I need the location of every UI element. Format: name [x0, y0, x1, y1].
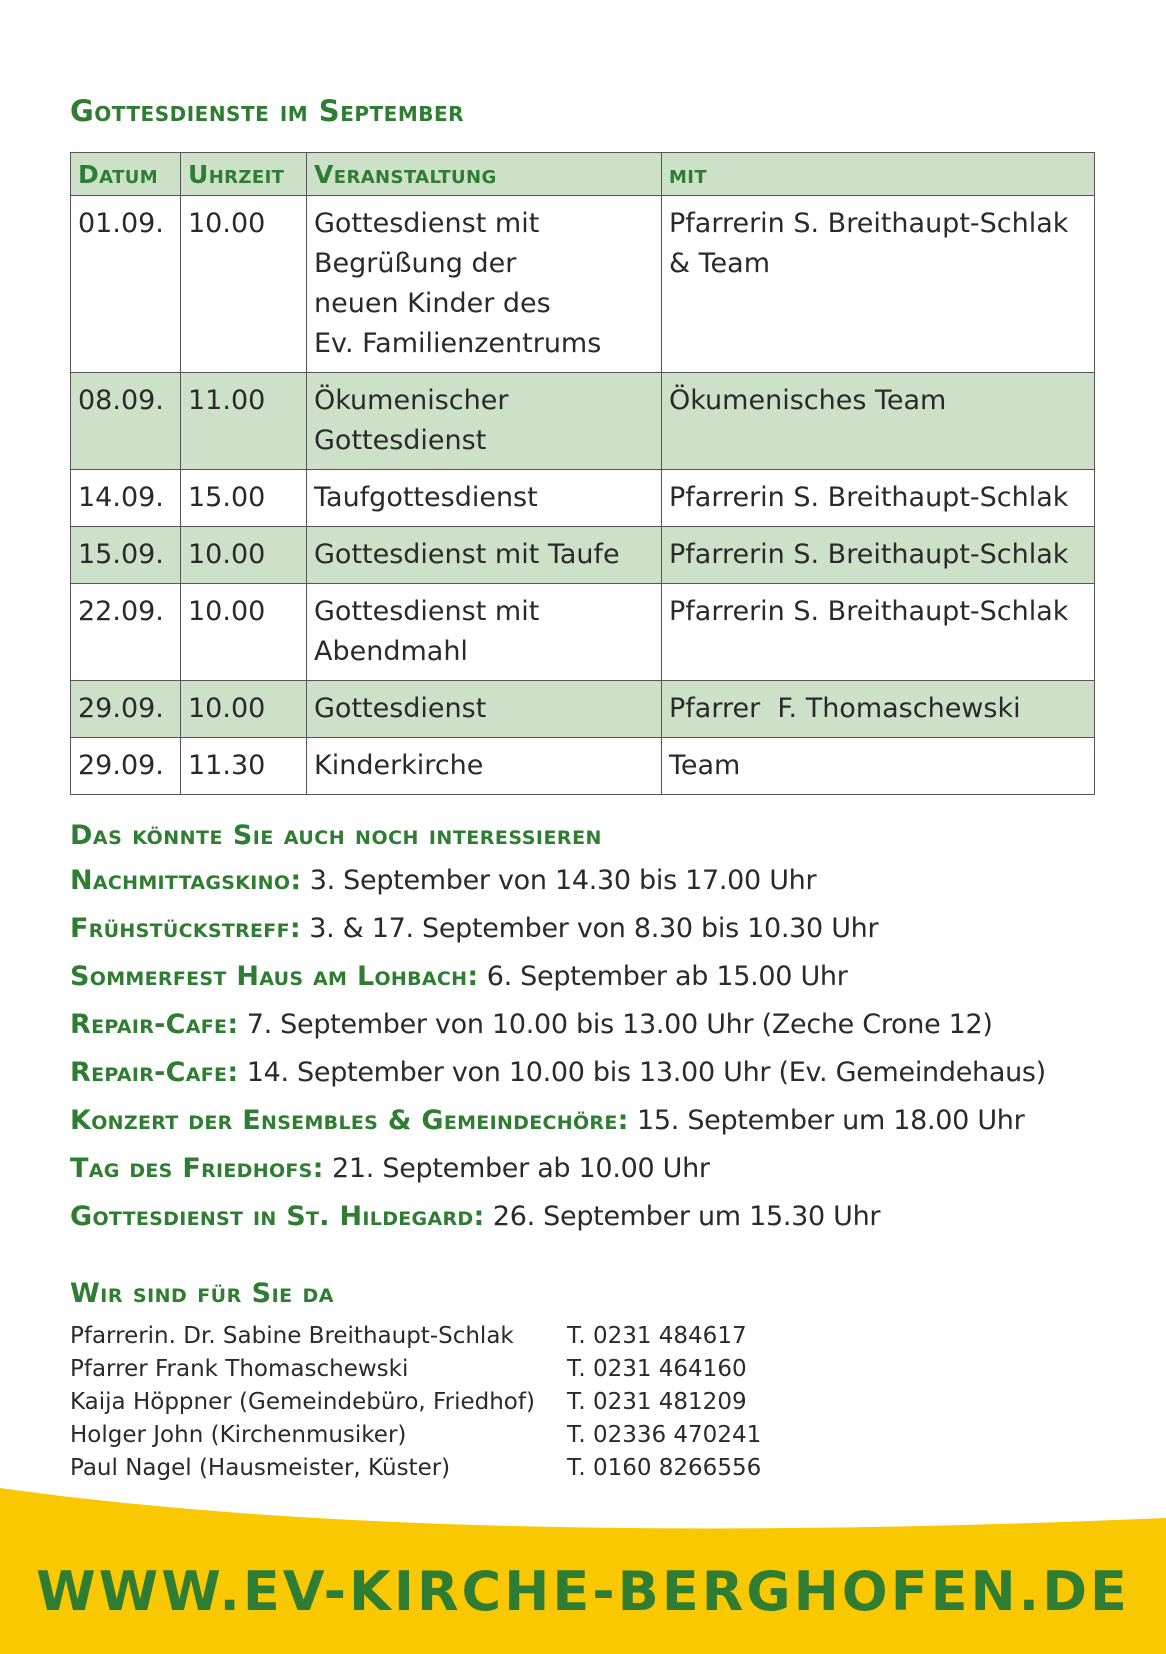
cell-time: 10.00 [181, 527, 307, 584]
event-label: Konzert der Ensembles & Gemeindechöre: [70, 1105, 629, 1136]
cell-with-line: Pfarrerin S. Breithaupt-Schlak [669, 208, 1069, 239]
list-item [70, 857, 1150, 905]
table-row [71, 584, 1095, 681]
cell-with [662, 196, 1095, 373]
table-header-row [71, 153, 1095, 196]
contact-row [70, 1320, 761, 1353]
event-text: 14. September von 10.00 bis 13.00 Uhr (Ev. Gemeindehaus) [238, 1057, 1046, 1088]
contact-name: Paul Nagel (Hausmeister, Küster) [70, 1455, 451, 1481]
contact-row [70, 1386, 761, 1419]
cell-event-line: Gottesdienst mit Taufe [314, 539, 620, 570]
table-row [71, 738, 1095, 795]
cell-event [307, 738, 662, 795]
cell-time: 15.00 [181, 470, 307, 527]
cell-time: 10.00 [181, 196, 307, 373]
event-text: 6. September ab 15.00 Uhr [478, 961, 848, 992]
header-time: Uhrzeit [181, 153, 307, 196]
cell-event-line: Begrüßung der [314, 248, 517, 279]
table-row [71, 373, 1095, 470]
cell-date: 29.09. [71, 681, 181, 738]
event-label: Repair-Cafe: [70, 1009, 239, 1040]
cell-event [307, 470, 662, 527]
contact-name: Pfarrerin. Dr. Sabine Breithaupt-Schlak [70, 1323, 514, 1349]
event-text: 15. September um 18.00 Uhr [628, 1105, 1025, 1136]
cell-with [662, 373, 1095, 470]
cell-with [662, 470, 1095, 527]
event-text: 3. & 17. September von 8.30 bis 10.30 Uhr [300, 913, 879, 944]
event-label: Gottesdienst in St. Hildegard: [70, 1201, 485, 1232]
cell-event [307, 527, 662, 584]
list-item [70, 1145, 1150, 1193]
contact-phone: T. 0231 481209 [567, 1389, 747, 1415]
event-label: Tag des Friedhofs: [70, 1153, 324, 1184]
cell-event-line: Taufgottesdienst [314, 482, 538, 513]
table-row [71, 681, 1095, 738]
event-label: Nachmittagskino: [70, 865, 302, 896]
cell-event-line: Abendmahl [314, 636, 468, 667]
event-text: 3. September von 14.30 bis 17.00 Uhr [301, 865, 817, 896]
cell-with [662, 584, 1095, 681]
list-item [70, 1193, 1150, 1241]
service-schedule-table [70, 152, 1095, 795]
cell-time: 10.00 [181, 584, 307, 681]
header-date: Datum [71, 153, 181, 196]
event-text: 7. September von 10.00 bis 13.00 Uhr (Zeche Crone 12) [238, 1009, 993, 1040]
cell-event-line: Kinderkirche [314, 750, 484, 781]
header-with: mit [662, 153, 1095, 196]
list-item [70, 905, 1150, 953]
cell-date: 01.09. [71, 196, 181, 373]
cell-with-line: Team [669, 750, 741, 781]
contact-row [70, 1419, 761, 1452]
list-item [70, 953, 1150, 1001]
contacts-list [70, 1320, 761, 1485]
cell-event-line: Gottesdienst mit [314, 596, 540, 627]
contact-name: Pfarrer Frank Thomaschewski [70, 1356, 409, 1382]
page-title: Gottesdienste im September [70, 94, 465, 128]
cell-with [662, 527, 1095, 584]
cell-with [662, 738, 1095, 795]
cell-event-line: neuen Kinder des [314, 288, 551, 319]
table-row [71, 470, 1095, 527]
cell-event [307, 681, 662, 738]
cell-with-line: & Team [669, 248, 770, 279]
cell-time: 11.00 [181, 373, 307, 470]
cell-event [307, 584, 662, 681]
event-label: Frühstückstreff: [70, 913, 301, 944]
cell-with-line: Pfarrerin S. Breithaupt-Schlak [669, 482, 1069, 513]
event-text: 21. September ab 10.00 Uhr [323, 1153, 710, 1184]
event-text: 26. September um 15.30 Uhr [484, 1201, 881, 1232]
header-event: Veranstaltung [307, 153, 662, 196]
cell-date: 22.09. [71, 584, 181, 681]
contact-name: Holger John (Kirchenmusiker) [70, 1422, 407, 1448]
interest-section [70, 820, 1150, 1241]
cell-event-line: Gottesdienst [314, 693, 487, 724]
contact-phone: T. 0231 484617 [567, 1323, 747, 1349]
cell-with-line: Pfarrerin S. Breithaupt-Schlak [669, 539, 1069, 570]
contact-phone: T. 02336 470241 [567, 1422, 762, 1448]
event-label: Sommerfest Haus am Lohbach: [70, 961, 479, 992]
cell-event-line: Ökumenischer [314, 385, 509, 416]
cell-with-line: Ökumenisches Team [669, 385, 947, 416]
cell-date: 08.09. [71, 373, 181, 470]
event-label: Repair-Cafe: [70, 1057, 239, 1088]
cell-event-line: Gottesdienst [314, 425, 487, 456]
list-item [70, 1001, 1150, 1049]
list-item [70, 1097, 1150, 1145]
cell-with-line: Pfarrer F. Thomaschewski [669, 693, 1021, 724]
cell-event [307, 196, 662, 373]
cell-date: 15.09. [71, 527, 181, 584]
table-row [71, 196, 1095, 373]
contact-row [70, 1353, 761, 1386]
contact-phone: T. 0160 8266556 [567, 1455, 762, 1481]
cell-time: 11.30 [181, 738, 307, 795]
website-url[interactable]: WWW.EV-KIRCHE-BERGHOFEN.DE [36, 1560, 1130, 1623]
list-item [70, 1049, 1150, 1097]
contact-phone: T. 0231 464160 [567, 1356, 747, 1382]
cell-event-line: Gottesdienst mit [314, 208, 540, 239]
cell-date: 29.09. [71, 738, 181, 795]
cell-event-line: Ev. Familienzentrums [314, 328, 602, 359]
table-row [71, 527, 1095, 584]
contacts-heading: Wir sind für Sie da [70, 1278, 335, 1309]
cell-with [662, 681, 1095, 738]
cell-with-line: Pfarrerin S. Breithaupt-Schlak [669, 596, 1069, 627]
interest-heading: Das könnte Sie auch noch interessieren [70, 820, 602, 851]
contact-name: Kaija Höppner (Gemeindebüro, Friedhof) [70, 1389, 535, 1415]
cell-event [307, 373, 662, 470]
cell-time: 10.00 [181, 681, 307, 738]
cell-date: 14.09. [71, 470, 181, 527]
